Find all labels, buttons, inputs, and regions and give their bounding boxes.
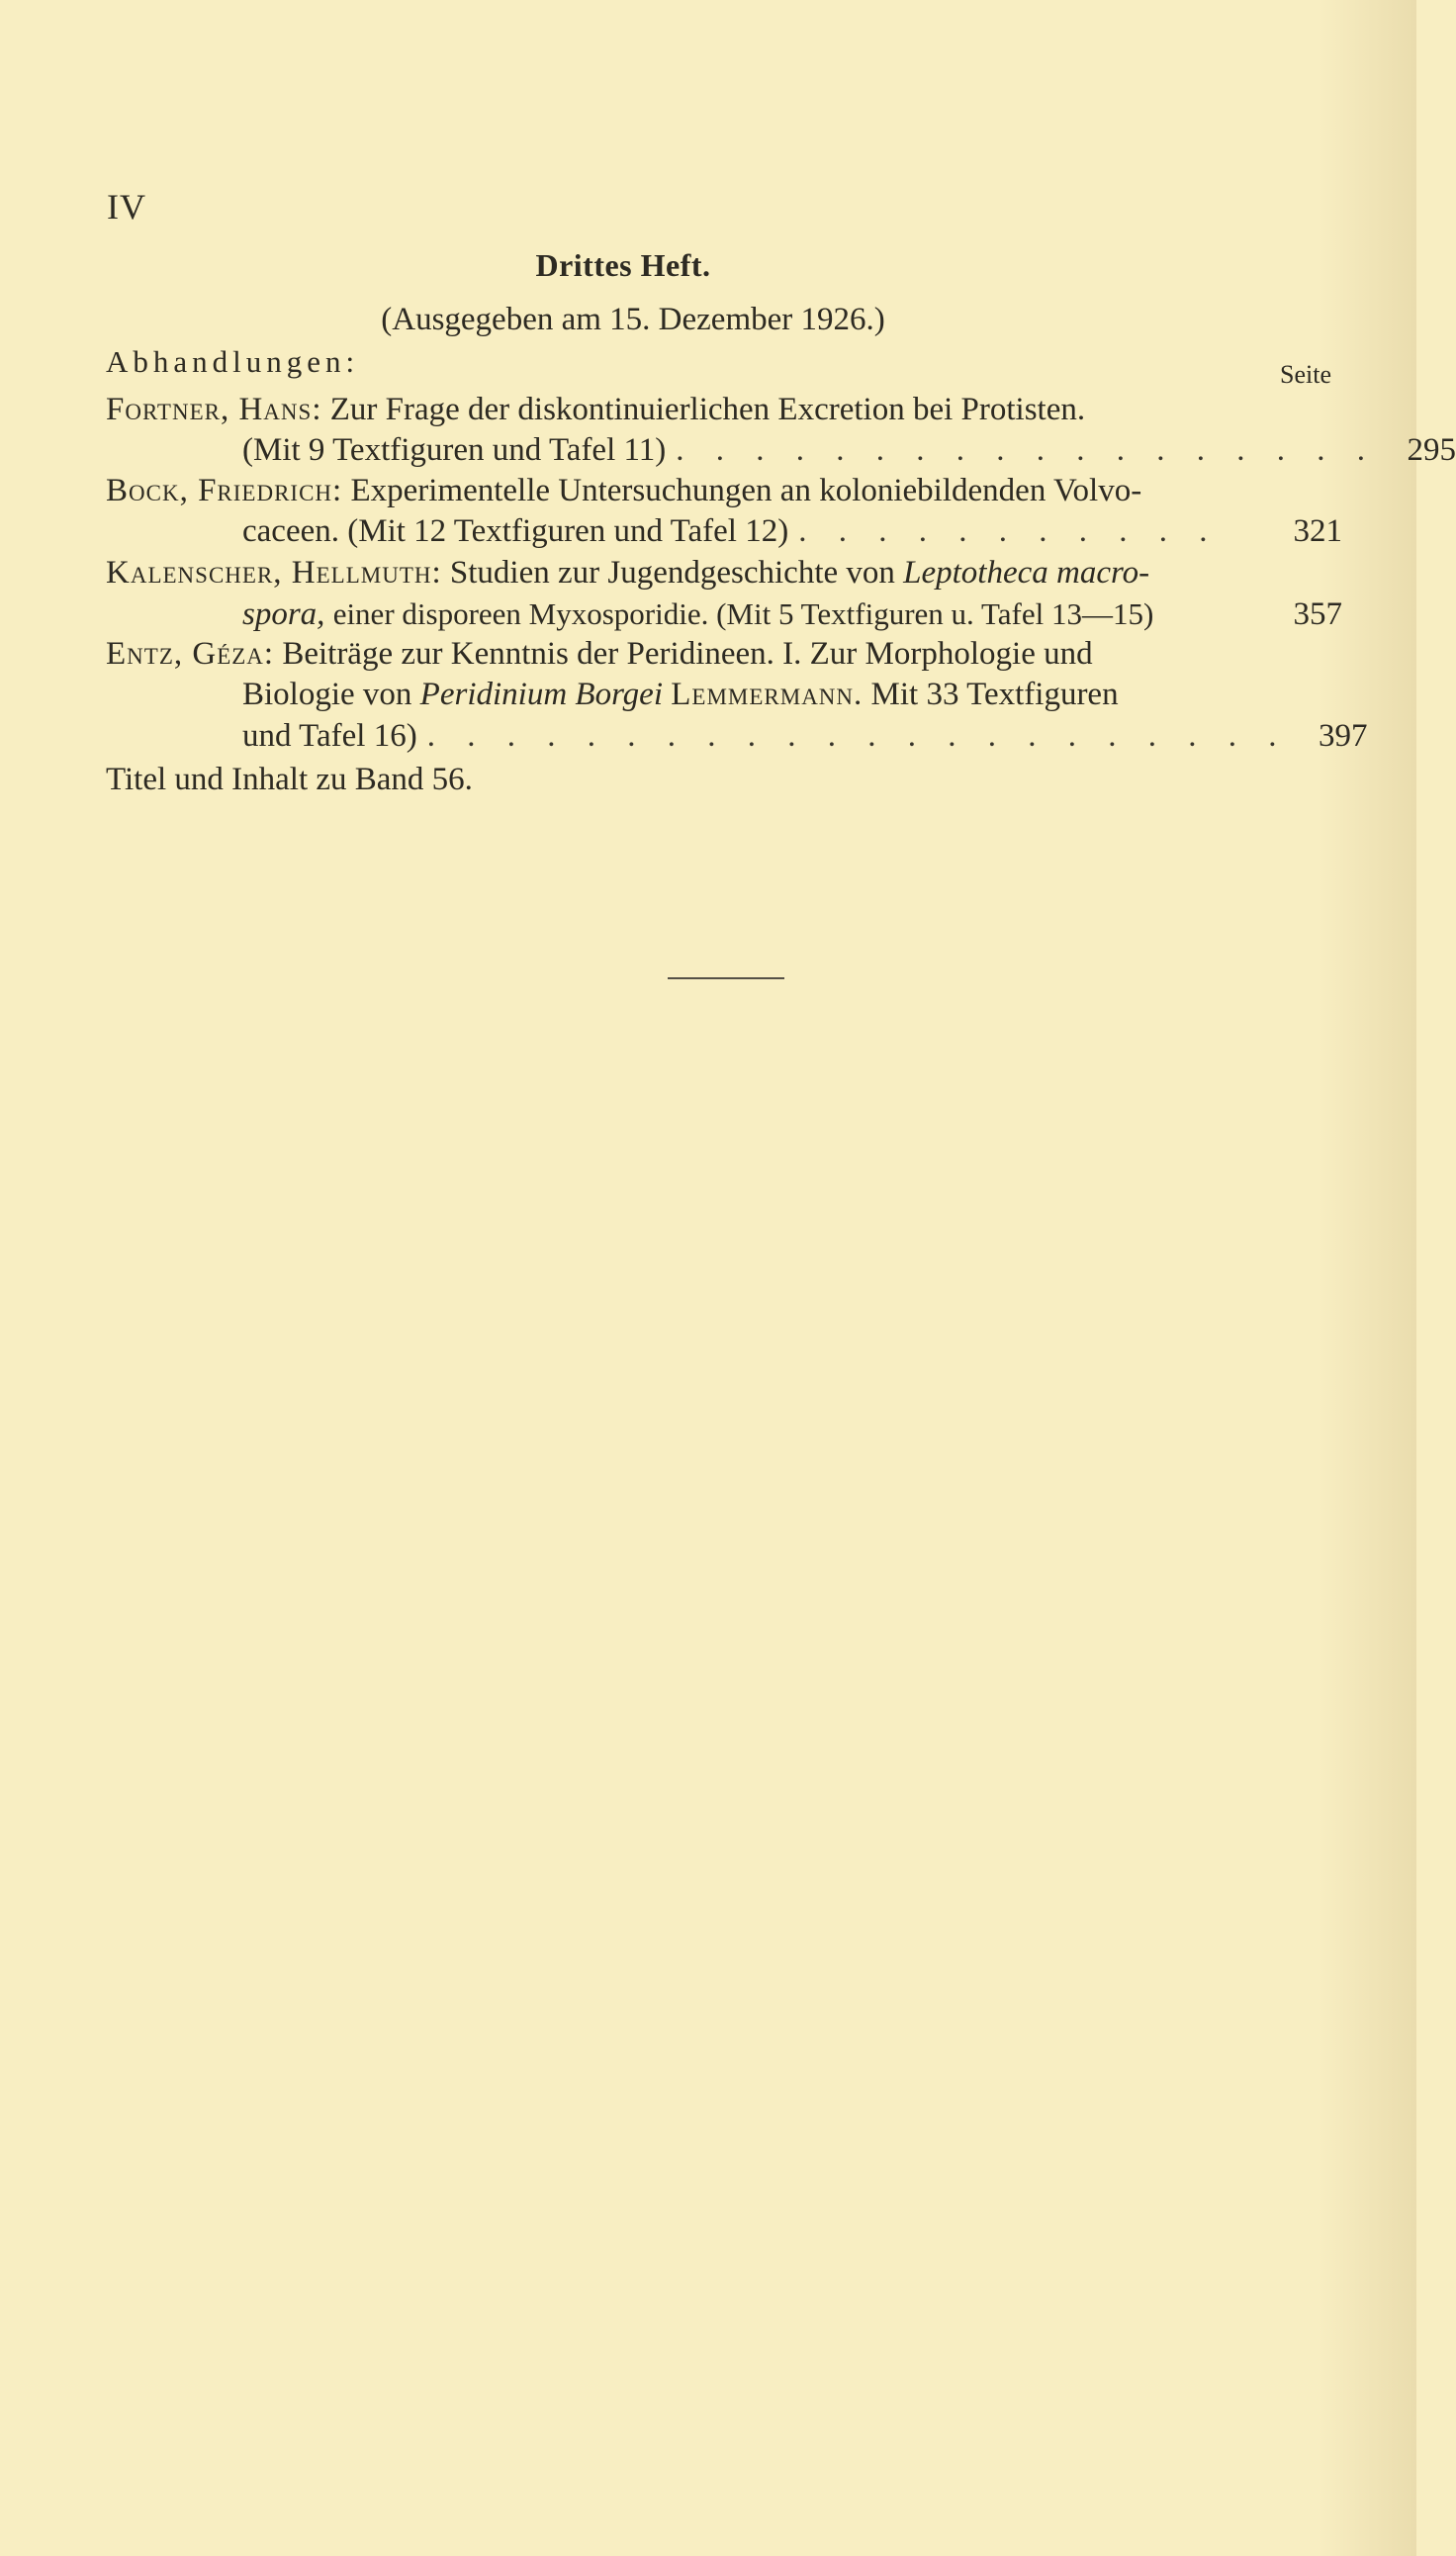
toc-entry-4-line2 (242, 677, 1342, 713)
dot-leader: . . . . . . . . . . . (798, 513, 1220, 549)
entry-title-smallcaps: Lemmermann. (671, 677, 864, 712)
page-number: IV (107, 187, 146, 227)
toc-entry-4-line3 (242, 718, 1368, 755)
entry-title: Beiträge zur Kenntnis der Peridineen. I. Zur Morphologie und (282, 636, 1093, 672)
entry-page: 295 (1407, 432, 1456, 468)
entry-title-cont: caceen. (Mit 12 Textfiguren und Tafel 12) (242, 513, 789, 549)
page-column-label: Seite (1280, 360, 1331, 389)
entry-author: Kalenscher, Hellmuth: (106, 555, 442, 591)
toc-entry-1-line2 (242, 432, 1456, 469)
toc-entry-2-line2 (242, 513, 1342, 550)
section-label: Abhandlungen: (106, 344, 360, 379)
toc-entry-1-line1 (106, 392, 1342, 428)
entry-title: Studien zur Jugendgeschichte von (449, 555, 895, 591)
closing-line: Titel und Inhalt zu Band 56. (106, 762, 473, 797)
entry-title: Experimentelle Untersuchungen an koloniebildenden Volvo- (350, 473, 1142, 508)
toc-entry-4-line1 (106, 636, 1342, 673)
entry-page: 397 (1318, 718, 1368, 754)
entry-title-cont: (Mit 9 Textfiguren und Tafel 11) (242, 432, 667, 468)
entry-title-plain: einer disporeen Myxosporidie. (Mit 5 Textfiguren u. Tafel 13—15) (332, 596, 1154, 631)
entry-page: 321 (1293, 513, 1342, 549)
dot-leader: . . . . . . . . . . . . . . . . . . (676, 432, 1378, 468)
entry-title-plain: Mit 33 Textfiguren (870, 677, 1119, 712)
issue-date: (Ausgegeben am 15. Dezember 1926.) (381, 302, 885, 337)
toc-entry-3-line1 (106, 555, 1342, 592)
toc-entry-2-line1 (106, 473, 1342, 509)
entry-title: Zur Frage der diskontinuierlichen Excretion bei Protisten. (329, 392, 1086, 427)
entry-author: Fortner, Hans: (106, 392, 322, 427)
divider-rule (668, 977, 784, 979)
entry-author: Bock, Friedrich: (106, 473, 343, 508)
issue-heading: Drittes Heft. (535, 247, 711, 283)
entry-title-italic: Leptotheca macro- (903, 555, 1150, 591)
entry-title-cont (242, 596, 1153, 633)
entry-title-italic: Peridinium Borgei (419, 677, 663, 712)
entry-author: Entz, Géza: (106, 636, 275, 672)
toc-entry-3-line2 (242, 596, 1342, 633)
dot-leader: . . . . . . . . . . . . . . . . . . . . . . (426, 718, 1289, 754)
entry-title-italic: spora, (242, 596, 325, 632)
entry-title-cont: und Tafel 16) (242, 718, 417, 754)
entry-title-plain: Biologie von (242, 677, 412, 712)
entry-page: 357 (1293, 596, 1342, 632)
